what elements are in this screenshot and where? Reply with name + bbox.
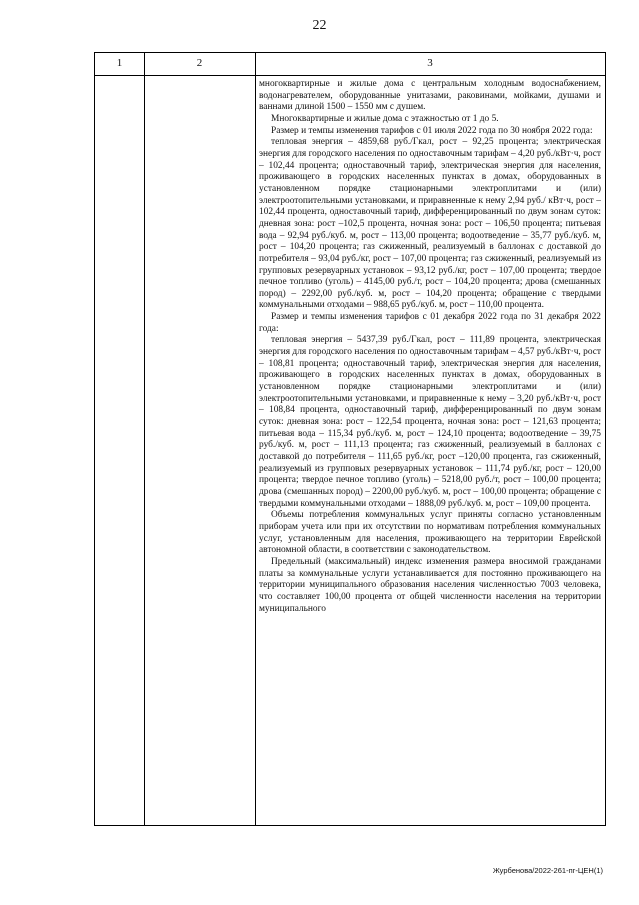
paragraph: Объемы потребления коммунальных услуг приняты согласно установленным приборам учета или при их отсутствии по нормативам потребления коммунальных услуг, установленным для населения, проживающего на территории Еврейской автономной области, в соответствии с законодательством. — [259, 510, 601, 556]
paragraph: тепловая энергия – 5437,39 руб./Гкал, рост – 111,89 процента, электрическая энергия для городского населения по одноставочным тарифам – 4,57 руб./кВт·ч, рост – 108,81 процента; одноставочный тариф, электрическая энергия для населения, проживающего в городских населенных пунктах в домах, оборудованных в установленном порядке стационарными электроплитами и (или) электроотопительными установками, и приравненные к нему – 3,20 руб./кВт·ч, рост – 108,84 процента, одноставочный тариф, дифференцированный по двум зонам суток: дневная зона: рост – 122,54 процента, ночная зона: рост – 121,63 процента; питьевая вода – 115,34 руб./куб. м, рост – 124,10 процента; водоотведение – 39,75 руб./куб. м, рост – 111,13 процента; газ сжиженный, реализуемый в баллонах с доставкой до потребителя – 111,65 руб./кг, рост –120,00 процента, газ сжиженный, реализуемый из групповых резервуарных установок – 111,74 руб./кг, рост – 120,00 процента; твердое печное топливо (уголь) – 5218,00 руб./т, рост – 100,00 процента; дрова (смешанных пород) – 2200,00 руб./куб. м, рост – 100,00 процента; обращение с твердыми коммунальными отходами – 1888,09 руб./куб. м, рост – 109,00 процента. — [259, 335, 601, 509]
table-column-divider — [144, 53, 145, 825]
paragraph: Размер и темпы изменения тарифов с 01 декабря 2022 года по 31 декабря 2022 года: — [259, 312, 601, 334]
paragraph: Размер и темпы изменения тарифов с 01 июля 2022 года по 30 ноября 2022 года: — [271, 125, 593, 136]
page-number: 22 — [312, 18, 327, 33]
document-table — [94, 52, 606, 826]
paragraph: Предельный (максимальный) индекс изменения размера вносимой гражданами платы за коммунальные услуги устанавливается для постоянно проживающего на территории муниципального образования населения численностью 7003 человека, что составляет 100,00 процента от общей численности населения на территории муниципального — [259, 556, 601, 614]
paragraph: многоквартирные и жилые дома с центральным холодным водоснабжением, водонагревателем, оборудованные унитазами, раковинами, мойками, душами и ваннами длиной 1500 – 1550 мм с душем. — [259, 79, 601, 113]
column-header-2: 2 — [196, 57, 203, 69]
table-column-divider — [255, 53, 256, 825]
table-cell-text — [259, 79, 601, 615]
table-header-divider — [95, 75, 605, 76]
paragraph: Многоквартирные и жилые дома с этажностью от 1 до 5. — [271, 113, 499, 124]
document-code: Журбенова/2022-261-пг-ЦЕН(1) — [492, 866, 603, 875]
column-header-1: 1 — [116, 57, 123, 69]
paragraph: тепловая энергия – 4859,68 руб./Гкал, рост – 92,25 процента; электрическая энергия для городского населения по одноставочным тарифам – 4,20 руб./кВт·ч, рост – 102,44 процента; одноставочный тариф, электрическая энергия для населения, проживающего в городских населенных пунктах в домах, оборудованных в установленном порядке стационарными электроплитами и (или) электроотопительными установками, и приравненные к нему 2,94 руб./ кВт·ч, рост – 102,44 процента, одноставочный тариф, дифференцированный по двум зонам суток: дневная зона: рост –102,5 процента, ночная зона: рост – 106,50 процента; питьевая вода – 92,94 руб./куб. м, рост – 113,00 процента; водоотведение – 35,77 руб./куб. м, рост – 104,20 процента; газ сжиженный, реализуемый в баллонах с доставкой до потребителя – 93,04 руб./кг, рост – 107,00 процента; газ сжиженный, реализуемый из групповых резервуарных установок – 93,12 руб./кг, рост – 107,00 процента; твердое печное топливо (уголь) – 4145,00 руб./т, рост – 104,20 процента; дрова (смешанных пород) – 2292,00 руб./куб. м, рост – 104,20 процента; обращение с твердыми коммунальными отходами – 988,65 руб./куб. м, рост – 110,00 процента. — [259, 137, 601, 311]
column-header-3: 3 — [427, 57, 433, 69]
